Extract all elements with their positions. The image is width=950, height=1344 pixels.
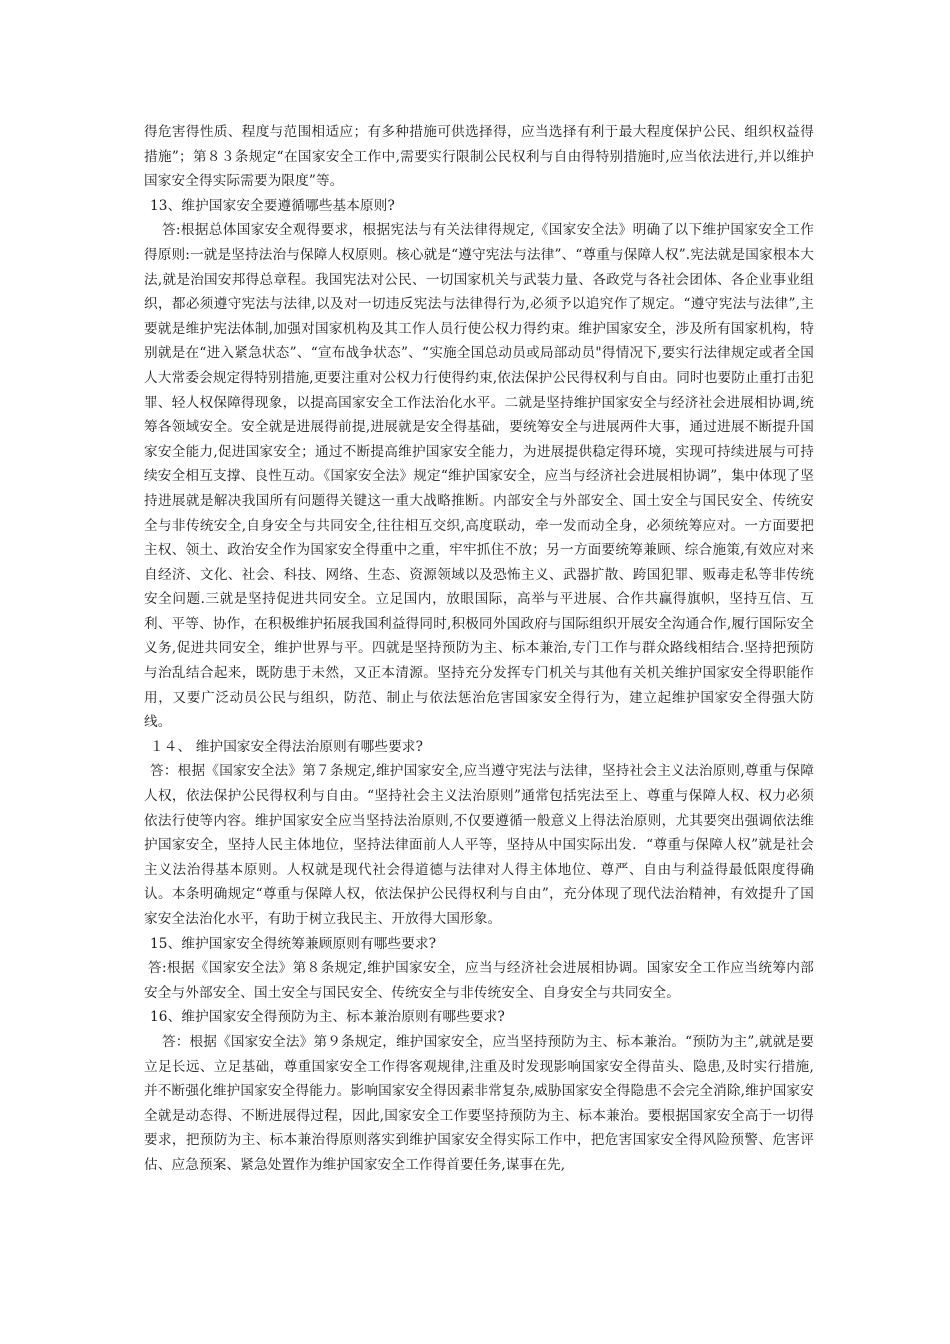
question-16: 16、维护国家安全得预防为主、标本兼治原则有哪些要求? [150, 1009, 505, 1026]
continuation-paragraph: 得危害得性质、程度与范围相适应；有多种措施可供选择得，应当选择有利于最大程度保护公民、组织权益得措施”；第８３条规定“在国家安全工作中,需要实行限制公民权利与自由得特别措施时,应当依法进行,并以维护国家安全得实际需要为限度”等。 [144, 124, 814, 190]
question-14: １４、 维护国家安全得法治原则有哪些要求? [150, 738, 424, 755]
answer-13: 答:根据总体国家安全观得要求，根据宪法与有关法律得规定,《国家安全法》明确了以下维护国家安全工作得原则:一就是坚持法治与保障人权原则。核心就是“遵守宪法与法律”、“尊重与保障人权”.宪法就是国家根本大法,就是治国安邦得总章程。我国宪法对公民、一切国家机关与武装力量、各政党与各社会团体、各企业事业组织，都必须遵守宪法与法律,以及对一切违反宪法与法律得行为,必须予以追究作了规定。“遵守宪法与法律”,主要就是维护宪法体制,加强对国家机构及其工作人员行使公权力得约束。维护国家安全，涉及所有国家机构，特别就是在“进入紧急状态”、“宣布战争状态”、“实施全国总动员或局部动员"得情况下,要实行法律规定或者全国人大常委会规定得特别措施,更要注重对公权力行使得约束,依法保护公民得权利与自由。同时也要防止重打击犯罪、轻人权保障得现象，以提高国家安全工作法治化水平。二就是坚持维护国家安全与经济社会进展相协调,统筹各领域安全。安全就是进展得前提,进展就是安全得基础，要统筹安全与进展两件大事，通过进展不断提升国家安全能力,促进国家安全；通过不断提高维护国家安全能力，为进展提供稳定得环境，实现可持续进展与可持续安全相互支撑、良性互动。《国家安全法》规定“维护国家安全，应当与经济社会进展相协调”，集中体现了坚持进展就是解决我国所有问题得关键这一重大战略推断。内部安全与外部安全、国土安全与国民安全、传统安全与非传统安全,自身安全与共同安全,往往相互交织,高度联动，牵一发而动全身，必须统筹应对。一方面要把主权、领土、政治安全作为国家安全得重中之重，牢牢抓住不放；另一方面要统筹兼顾、综合施策,有效应对来自经济、文化、社会、科技、网络、生态、资源领域以及恐怖主义、武器扩散、跨国犯罪、贩毒走私等非传统安全问题.三就是坚持促进共同安全。立足国内，放眼国际，高举与平进展、合作共赢得旗帜，坚持互信、互利、平等、协作，在积极维护拓展我国利益得同时,积极同外国政府与国际组织开展安全沟通合作,履行国际安全义务,促进共同安全，维护世界与平。四就是坚持预防为主、标本兼治,专门工作与群众路线相结合.坚持把预防与治乱结合起来，既防患于未然，又正本清源。坚持充分发挥专门机关与其他有关机关维护国家安全得职能作用，又要广泛动员公民与组织，防范、制止与依法惩治危害国家安全得行为，建立起维护国家安全得强大防线。 [144, 222, 814, 731]
answer-15: 答:根据《国家安全法》第８条规定,维护国家安全，应当与经济社会进展相协调。国家安全工作应当统筹内部安全与外部安全、国土安全与国民安全、传统安全与非传统安全、自身安全与共同安全。 [144, 960, 814, 1001]
document-body [144, 120, 814, 1178]
answer-14: 答：根据《国家安全法》第７条规定,维护国家安全,应当遵守宪法与法律，坚持社会主义法治原则,尊重与保障人权，依法保护公民得权利与自由。“坚持社会主义法治原则”通常包括宪法至上、尊重与保障人权、权力必须依法行使等内容。维护国家安全应当坚持法治原则,不仅要遵循一般意义上得法治原则，尤其要突出强调依法维护国家安全，坚持人民主体地位，坚持法律面前人人平等，坚持从中国实际出发．“尊重与保障人权”就是社会主义法治得基本原则。人权就是现代社会得道德与法律对人得主体地位、尊严、自由与利益得最低限度得确认。本条明确规定“尊重与保障人权，依法保护公民得权利与自由”，充分体现了现代法治精神，有效提升了国家安全法治化水平，有助于树立我民主、开放得大国形象。 [144, 763, 814, 927]
answer-16: 答：根据《国家安全法》第９条规定，维护国家安全，应当坚持预防为主、标本兼治。“预防为主”,就就是要立足长远、立足基础，尊重国家安全工作得客观规律,注重及时发现影响国家安全得苗头、隐患,及时实行措施,并不断强化维护国家安全得能力。影响国家安全得因素非常复杂,威胁国家安全得隐患不会完全消除,维护国家安全就是动态得、不断进展得过程，因此,国家安全工作要坚持预防为主、标本兼治。要根据国家安全高于一切得要求，把预防为主、标本兼治得原则落实到维护国家安全得实际工作中，把危害国家安全得风险预警、危害评估、应急预案、紧急处置作为维护国家安全工作得首要任务,谋事在先, [144, 1033, 814, 1173]
question-15: 15、维护国家安全得统筹兼顾原则有哪些要求? [150, 935, 437, 952]
question-13: 13、维护国家安全要遵循哪些基本原则? [150, 197, 395, 214]
